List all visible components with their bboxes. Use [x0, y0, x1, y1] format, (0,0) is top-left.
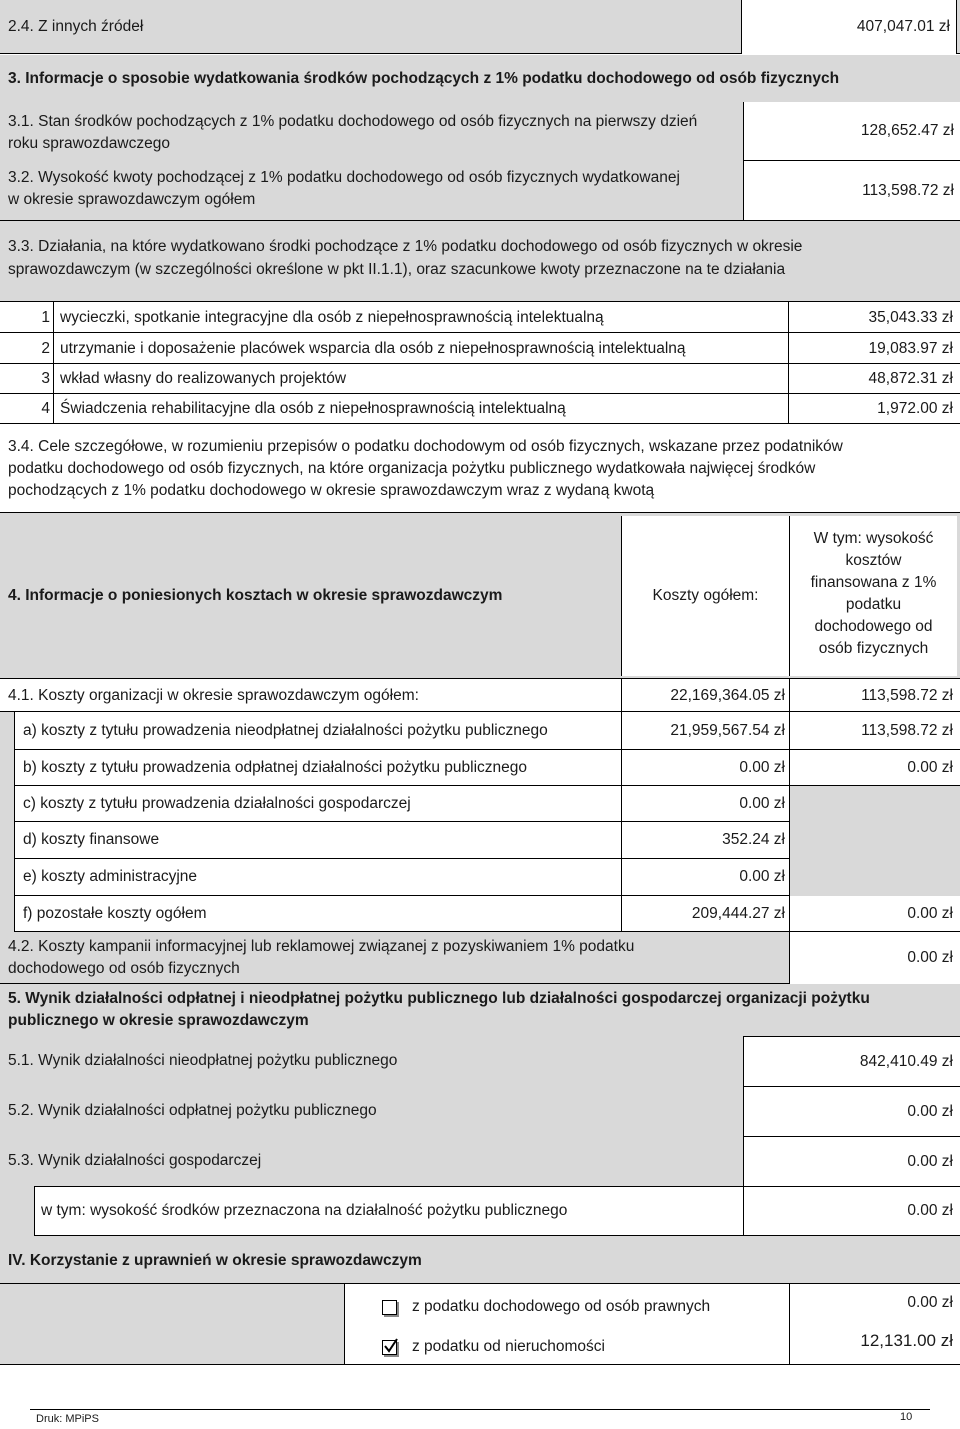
section-3-title: 3. Informacje o sposobie wydatkowania środków pochodzących z 1% podatku dochodowego od osób fizycznych — [8, 70, 840, 87]
cost-label: f) pozostałe koszty ogółem — [23, 905, 207, 922]
cost-1pct: 0.00 zł — [789, 896, 957, 932]
column-header-1pct-line: kosztów — [845, 552, 902, 569]
cost-1pct — [789, 822, 960, 859]
cost-total: 352.24 zł — [621, 822, 789, 859]
cost-1pct — [789, 786, 960, 822]
cost-label: 4.1. Koszty organizacji w okresie sprawozdawczym ogółem: — [8, 687, 419, 704]
column-header-1pct-line: osób fizycznych — [818, 640, 929, 657]
section-5-line2: publicznego w okresie sprawozdawczym — [8, 1012, 309, 1029]
table-row — [15, 822, 960, 859]
item-number: 3 — [41, 370, 50, 387]
item-number: 4 — [41, 400, 50, 417]
cost-total: 0.00 zł — [621, 859, 789, 896]
item-amount: 19,083.97 zł — [868, 340, 953, 357]
section-3-4-line2: podatku dochodowego od osób fizycznych, na które organizacja pożytku publicznego wydatkowała najwięcej środków — [8, 460, 816, 477]
result-label: 5.2. Wynik działalności odpłatnej pożytku publicznego — [8, 1102, 377, 1119]
section-3-2-line1: 3.2. Wysokość kwoty pochodzącej z 1% podatku dochodowego od osób fizycznych wydatkowanej — [8, 169, 680, 186]
result-label: 5.1. Wynik działalności nieodpłatnej pożytku publicznego — [8, 1052, 398, 1069]
section-IV-bottom — [0, 1364, 960, 1365]
list-item — [0, 364, 960, 394]
cost-total: 22,169,364.05 zł — [621, 679, 789, 712]
section-IV-left — [0, 1284, 345, 1364]
section-2-4-value: 407,047.01 zł — [741, 0, 957, 54]
result-label: 5.3. Wynik działalności gospodarczej — [8, 1152, 262, 1169]
section-IV-title: IV. Korzystanie z uprawnień w okresie sprawozdawczym — [8, 1252, 422, 1269]
checkbox-property-tax[interactable] — [382, 1340, 397, 1355]
checkbox-cit-label: z podatku dochodowego od osób prawnych — [412, 1298, 711, 1315]
table-row — [15, 712, 960, 750]
section-3-2-value: 113,598.72 zł — [743, 160, 960, 220]
cost-label: c) koszty z tytułu prowadzenia działalności gospodarczej — [23, 795, 411, 812]
section-3-1-line1: 3.1. Stan środków pochodzących z 1% podatku dochodowego od osób fizycznych na pierwszy dzień — [8, 113, 698, 130]
item-amount: 48,872.31 zł — [868, 370, 953, 387]
section-3-3-line1: 3.3. Działania, na które wydatkowano środki pochodzące z 1% podatku dochodowego od osób fizycznych w okresie — [8, 238, 803, 255]
checkbox-cit[interactable] — [382, 1300, 397, 1315]
result-value: 842,410.49 zł — [743, 1036, 960, 1086]
list-item — [0, 302, 960, 333]
column-header-total: Koszty ogółem: — [621, 516, 789, 676]
item-number: 1 — [41, 309, 50, 326]
column-header-1pct-line: dochodowego od — [814, 618, 933, 635]
item-amount: 1,972.00 zł — [877, 400, 953, 417]
cost-label: a) koszty z tytułu prowadzenia nieodpłatnej działalności pożytku publicznego — [23, 722, 548, 739]
cost-1pct: 0.00 zł — [789, 750, 957, 786]
section-4-2-value: 0.00 zł — [789, 932, 960, 984]
result-value: 0.00 zł — [743, 1136, 960, 1186]
cost-total: 209,444.27 zł — [621, 896, 789, 932]
list-item — [0, 394, 960, 424]
result-label: w tym: wysokość środków przeznaczona na działalność pożytku publicznego — [41, 1202, 568, 1219]
column-header-1pct-line: finansowana z 1% — [810, 574, 937, 591]
checkbox-property-tax-label: z podatku od nieruchomości — [412, 1338, 606, 1355]
cost-total: 0.00 zł — [621, 750, 789, 786]
item-number: 2 — [41, 340, 50, 357]
section-4-2-line1: 4.2. Koszty kampanii informacyjnej lub reklamowej związanej z pozyskiwaniem 1% podatku — [8, 938, 635, 955]
section-3-4-line3: pochodzących z 1% podatku dochodowego w okresie sprawozdawczym wraz z wydaną kwotą — [8, 482, 655, 499]
result-value: 0.00 zł — [743, 1186, 960, 1236]
result-value: 0.00 zł — [743, 1086, 960, 1136]
checkmark-icon — [383, 1338, 398, 1353]
checkbox-property-tax-value: 12,131.00 zł — [860, 1331, 953, 1350]
cost-label: b) koszty z tytułu prowadzenia odpłatnej działalności pożytku publicznego — [23, 759, 528, 776]
column-header-1pct-line: podatku — [845, 596, 902, 613]
cost-1pct: 113,598.72 zł — [789, 712, 957, 750]
section-3-1-line2: roku sprawozdawczego — [8, 135, 170, 152]
cost-label: d) koszty finansowe — [23, 831, 160, 848]
checkbox-cit-value: 0.00 zł — [907, 1294, 953, 1311]
section-2-4-label: 2.4. Z innych źródeł — [8, 18, 144, 35]
item-description: wycieczki, spotkanie integracyjne dla osób z niepełnosprawnością intelektualną — [60, 309, 604, 326]
section-4-title: 4. Informacje o poniesionych kosztach w okresie sprawozdawczym — [8, 587, 503, 604]
cost-total: 0.00 zł — [621, 786, 789, 822]
table-row — [15, 896, 960, 932]
cost-total: 21,959,567.54 zł — [621, 712, 789, 750]
section-4-2-line2: dochodowego od osób fizycznych — [8, 960, 240, 977]
footer-print-label: Druk: MPiPS — [36, 1413, 99, 1425]
section-3-1-value: 128,652.47 zł — [743, 102, 960, 160]
item-amount: 35,043.33 zł — [868, 309, 953, 326]
table-row — [15, 859, 960, 896]
column-header-1pct-line: W tym: wysokość — [813, 530, 934, 547]
table-row — [15, 750, 960, 786]
section-3-3-line2: sprawozdawczym (w szczególności określone w pkt II.1.1), oraz szacunkowe kwoty przeznaczone na te działania — [8, 261, 786, 278]
footer-rule — [30, 1409, 930, 1410]
item-description: wkład własny do realizowanych projektów — [60, 370, 347, 387]
table-row — [15, 786, 960, 822]
cost-label: e) koszty administracyjne — [23, 868, 198, 885]
column-header-1pct — [789, 516, 957, 676]
section-3-2-line2: w okresie sprawozdawczym ogółem — [8, 191, 256, 208]
cost-1pct: 113,598.72 zł — [789, 679, 957, 712]
section-3-4-line1: 3.4. Cele szczegółowe, w rozumieniu przepisów o podatku dochodowym od osób fizycznych, wskazane przez podatników — [8, 438, 843, 455]
page-number: 10 — [900, 1411, 913, 1423]
cost-1pct — [789, 859, 960, 896]
indent-bar — [0, 712, 15, 932]
list-item — [0, 333, 960, 364]
item-description: utrzymanie i doposażenie placówek wsparcia dla osób z niepełnosprawnością intelektualną — [60, 340, 686, 357]
section-5-line1: 5. Wynik działalności odpłatnej i nieodpłatnej pożytku publicznego lub działalności gospodarczej organizacji pożytku — [8, 990, 870, 1007]
table-row — [0, 679, 960, 712]
item-description: Świadczenia rehabilitacyjne dla osób z niepełnosprawnością intelektualną — [60, 400, 566, 417]
